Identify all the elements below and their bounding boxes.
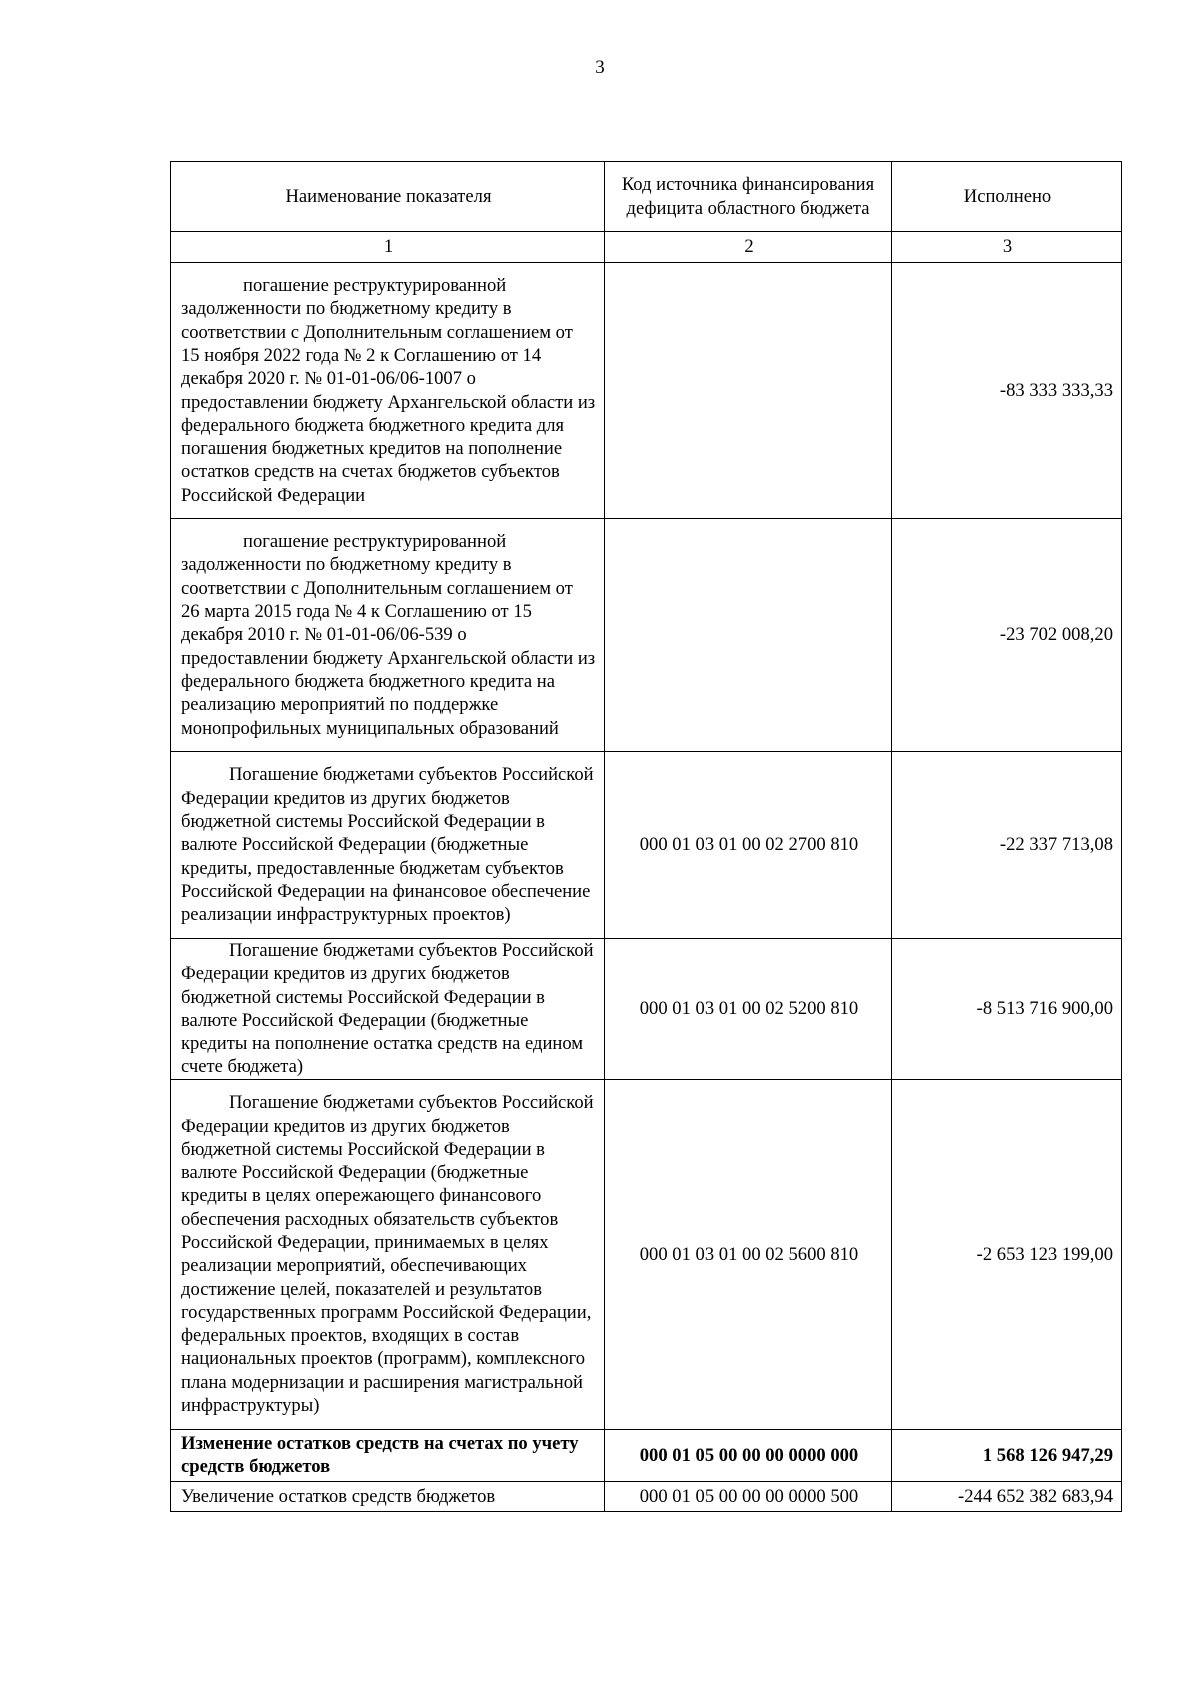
row-code: 000 01 05 00 00 00 0000 000 [605, 1429, 892, 1481]
column-number-2: 2 [605, 232, 892, 263]
column-number-3: 3 [892, 232, 1122, 263]
row-value: -8 513 716 900,00 [892, 939, 1122, 1080]
column-number-row [171, 232, 1122, 263]
row-code [605, 519, 892, 752]
financing-sources-table [170, 161, 1122, 1512]
header-name: Наименование показателя [171, 162, 605, 232]
table-header-row [171, 162, 1122, 232]
row-name: погашение реструктурированной задолженности по бюджетному кредиту в соответствии с Дополнительным соглашением от 15 ноября 2022 года № 2 к Соглашению от 14 декабря 2020 г. № 01-01-06/06-1007 о предоставлении бюджету Архангельской области из федерального бюджета бюджетного кредита для погашения бюджетных кредитов на пополнение остатков средств на счетах бюджетов субъектов Российской Федерации [181, 275, 596, 506]
row-code: 000 01 03 01 00 02 5600 810 [605, 1079, 892, 1429]
row-value: 1 568 126 947,29 [892, 1429, 1122, 1481]
table-row [171, 519, 1122, 752]
header-executed: Исполнено [892, 162, 1122, 232]
row-value: -2 653 123 199,00 [892, 1079, 1122, 1429]
page-number: 3 [595, 57, 605, 78]
row-value: -83 333 333,33 [892, 263, 1122, 519]
row-code: 000 01 03 01 00 02 2700 810 [605, 752, 892, 939]
row-code: 000 01 03 01 00 02 5200 810 [605, 939, 892, 1080]
row-value: -22 337 713,08 [892, 752, 1122, 939]
table-row [171, 939, 1122, 1080]
header-code: Код источника финансирования дефицита областного бюджета [605, 162, 892, 232]
row-code: 000 01 05 00 00 00 0000 500 [605, 1481, 892, 1511]
table-row [171, 263, 1122, 519]
row-name: Погашение бюджетами субъектов Российской Федерации кредитов из других бюджетов бюджетной системы Российской Федерации в валюте Российской Федерации (бюджетные кредиты в целях опережающего финансового обеспечения расходных обязательств субъектов Российской Федерации, принимаемых в целях реализации мероприятий, обеспечивающих достижение целей, показателей и результатов государственных программ Российской Федерации, федеральных проектов, входящих в состав национальных проектов (программ), комплексного плана модернизации и расширения магистральной инфраструктуры) [181, 1092, 594, 1417]
row-value: -23 702 008,20 [892, 519, 1122, 752]
table-row [171, 1079, 1122, 1429]
row-name: погашение реструктурированной задолженности по бюджетному кредиту в соответствии с Дополнительным соглашением от 26 марта 2015 года № 4 к Соглашению от 15 декабря 2010 г. № 01-01-06/06-539 о предоставлении бюджету Архангельской области из федерального бюджета бюджетного кредита на реализацию мероприятий по поддержке монопрофильных муниципальных образований [181, 531, 596, 739]
column-number-1: 1 [171, 232, 605, 263]
row-value: -244 652 382 683,94 [892, 1481, 1122, 1511]
row-name: Изменение остатков средств на счетах по учету средств бюджетов [171, 1429, 605, 1481]
row-name: Увеличение остатков средств бюджетов [171, 1481, 605, 1511]
table-row [171, 1429, 1122, 1481]
table-row [171, 752, 1122, 939]
row-name: Погашение бюджетами субъектов Российской Федерации кредитов из других бюджетов бюджетной системы Российской Федерации в валюте Российской Федерации (бюджетные кредиты на пополнение остатка средств на едином счете бюджета) [181, 940, 594, 1078]
row-code [605, 263, 892, 519]
row-name: Погашение бюджетами субъектов Российской Федерации кредитов из других бюджетов бюджетной системы Российской Федерации в валюте Российской Федерации (бюджетные кредиты, предоставленные бюджетам субъектов Российской Федерации на финансовое обеспечение реализации инфраструктурных проектов) [181, 764, 594, 926]
table-row [171, 1481, 1122, 1511]
